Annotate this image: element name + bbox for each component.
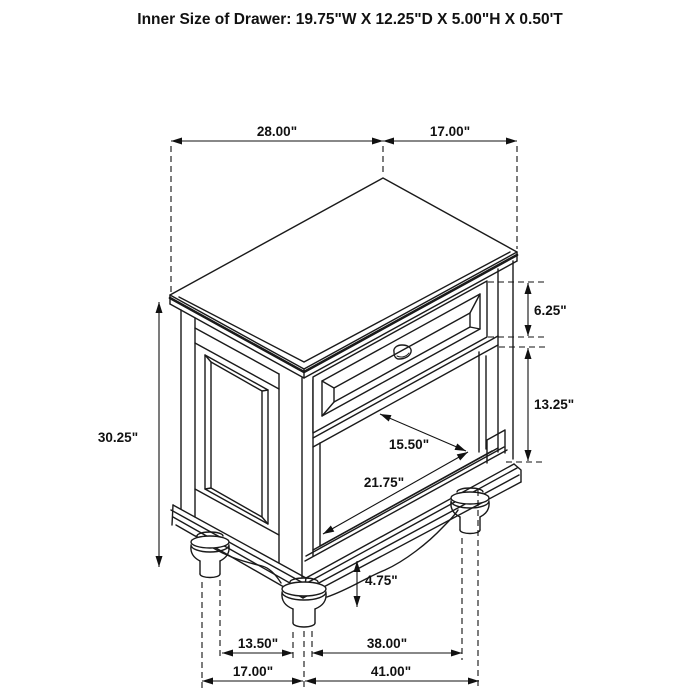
dim-label-shelf-depth: 15.50" (388, 437, 430, 452)
page-title: Inner Size of Drawer: 19.75"W X 12.25"D X 5.00"H X 0.50'T (137, 11, 563, 28)
dim-label-top-depth: 17.00" (429, 124, 471, 139)
dim-label-shelf-width: 21.75" (363, 475, 405, 490)
apron-scallops (196, 510, 458, 597)
front-leg (282, 578, 326, 627)
dim-label-base-height: 4.75" (365, 573, 398, 588)
nightstand-drawing (170, 178, 521, 627)
left-leg (191, 532, 229, 578)
dim-label-bottom-width: 41.00" (370, 664, 412, 679)
right-leg (451, 488, 489, 534)
dim-label-front-leg-spacing: 38.00" (366, 636, 408, 651)
dim-label-shelf-height: 13.25" (534, 397, 575, 412)
dim-label-side-leg-spacing: 13.50" (237, 636, 279, 651)
dim-label-bottom-depth: 17.00" (232, 664, 274, 679)
dim-label-top-width: 28.00" (256, 124, 298, 139)
base-molding (171, 430, 521, 598)
dim-label-drawer-height: 6.25" (534, 303, 567, 318)
dim-label-overall-height: 30.25" (97, 430, 139, 445)
